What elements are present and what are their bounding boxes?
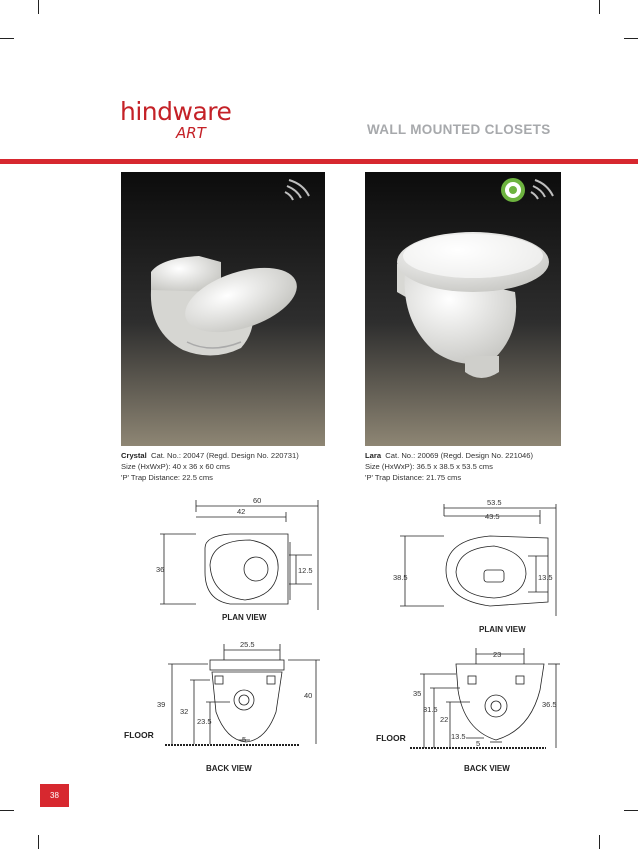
dim-53-5: 53.5 <box>487 498 502 507</box>
dim-23-5: 23.5 <box>197 717 212 726</box>
crystal-plan-view-label: PLAN VIEW <box>222 613 267 622</box>
dim-32: 32 <box>180 707 189 716</box>
crystal-plan-drawing <box>160 500 318 610</box>
dim-36: 36 <box>156 565 165 574</box>
page-number: 38 <box>40 784 69 807</box>
lara-size: Size (HxWxP): 36.5 x 38.5 x 53.5 cms <box>365 462 493 471</box>
lara-back-drawing <box>410 648 560 748</box>
dim-39: 39 <box>157 700 166 709</box>
crystal-size: Size (HxWxP): 40 x 36 x 60 cms <box>121 462 230 471</box>
dim-25-5: 25.5 <box>240 640 255 649</box>
dim-31-5: 31.5 <box>423 705 438 714</box>
dim-60: 60 <box>253 496 262 505</box>
crystal-cat-no: Cat. No.: 20047 (Regd. Design No. 220731) <box>150 451 299 460</box>
lara-back-view-label: BACK VIEW <box>464 764 510 773</box>
dim-13-5-back: 13.5 <box>451 732 466 741</box>
dim-22: 22 <box>440 715 449 724</box>
lara-cat-no: Cat. No.: 20069 (Regd. Design No. 221046) <box>385 451 534 460</box>
dim-12-5: 12.5 <box>298 566 313 575</box>
lara-plan-drawing <box>400 504 556 616</box>
dim-5: 5 <box>242 735 247 744</box>
dim-36-5: 36.5 <box>542 700 557 709</box>
lara-name: Lara <box>365 451 382 460</box>
crystal-name: Crystal <box>121 451 147 460</box>
crystal-floor-label: FLOOR <box>124 730 154 740</box>
lara-floor-label: FLOOR <box>376 733 406 743</box>
lara-plain-view-label: PLAIN VIEW <box>479 625 526 634</box>
dim-35: 35 <box>413 689 422 698</box>
crystal-back-view-label: BACK VIEW <box>206 764 252 773</box>
brand-logo: hindware <box>120 97 232 126</box>
lara-trap: 'P' Trap Distance: 21.75 cms <box>365 473 462 482</box>
dim-38-5: 38.5 <box>393 573 408 582</box>
dim-43-5: 43.5 <box>485 512 500 521</box>
crystal-trap: 'P' Trap Distance: 22.5 cms <box>121 473 213 482</box>
dim-42: 42 <box>237 507 246 516</box>
dim-13-5: 13.5 <box>538 573 553 582</box>
brand-sub-logo: ART <box>176 124 206 142</box>
dim-40: 40 <box>304 691 313 700</box>
crystal-back-drawing <box>165 644 320 745</box>
section-title: WALL MOUNTED CLOSETS <box>367 122 551 137</box>
dim-5-back: 5 <box>476 739 481 748</box>
dim-23: 23 <box>493 650 502 659</box>
